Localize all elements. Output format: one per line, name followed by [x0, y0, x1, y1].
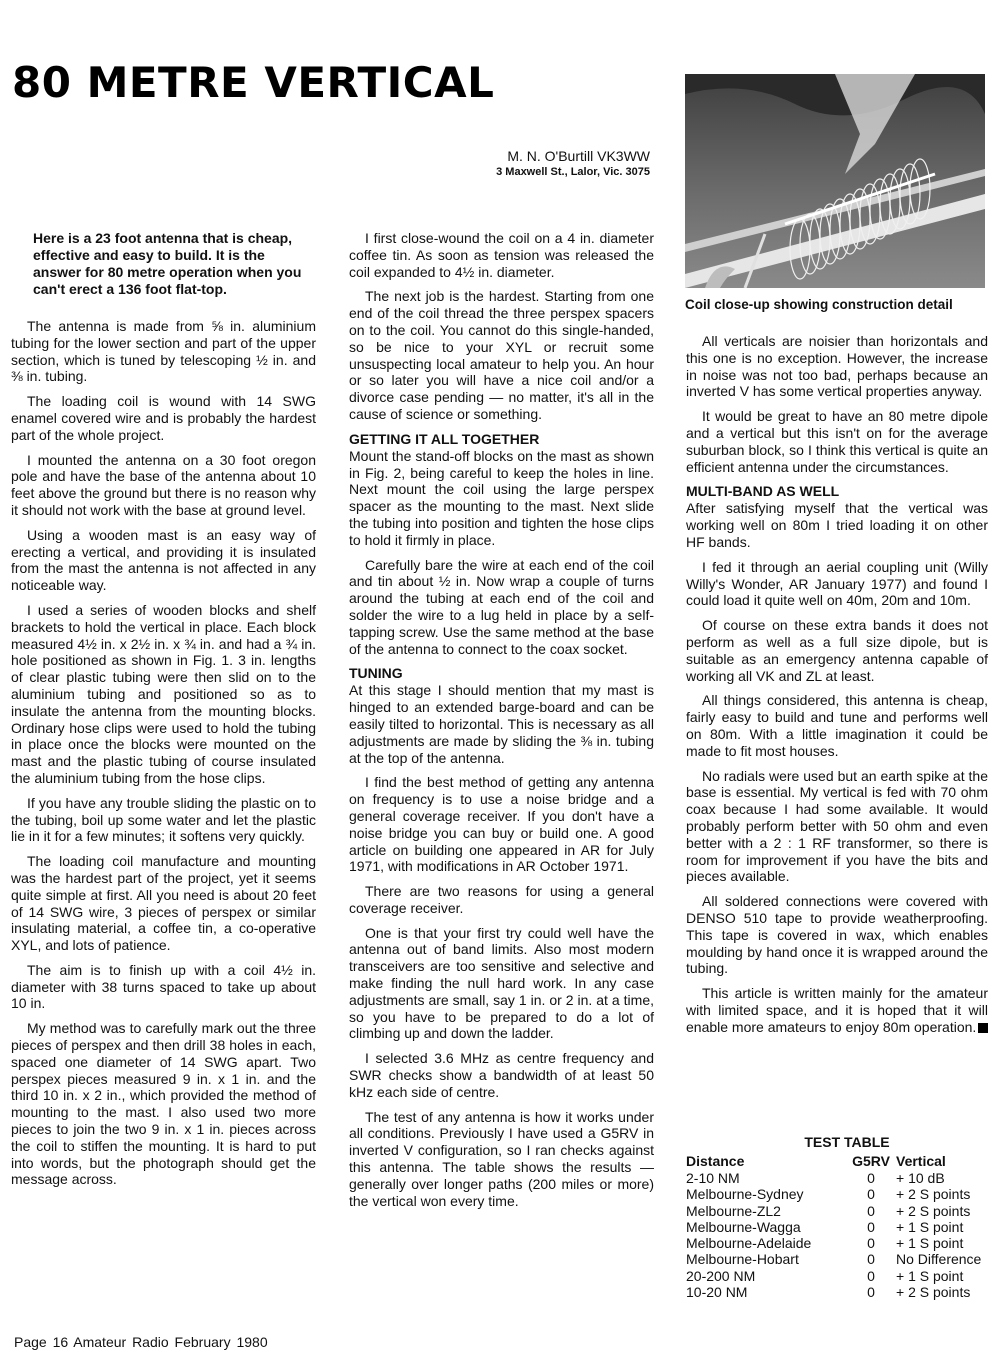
table-cell: 0 — [867, 1170, 875, 1186]
table-cell: + 10 dB — [896, 1170, 945, 1186]
column-header: Vertical — [896, 1153, 946, 1169]
author-name: M. N. O'Burtill VK3WW — [507, 148, 650, 164]
paragraph: The antenna is made from ⅝ in. aluminium tubing for the lower section and part of the upper section, which is tuned by telescoping ½ in. and ⅜ in. tubing. — [11, 318, 316, 385]
paragraph: Mount the stand-off blocks on the mast as shown in Fig. 2, being careful to keep the holes in line. Next mount the coil using the large perspex spacer as the mounting to the mast. Next slide the tubing into position and tighten the hose clips to hold it firmly in place. — [349, 447, 654, 548]
paragraph: I mounted the antenna on a 30 foot oregon pole and have the base of the antenna about 10 feet above the ground but there is no reason why it should not work with the base at ground level. — [11, 451, 316, 518]
table-row — [686, 1203, 988, 1219]
table-cell: 0 — [867, 1202, 875, 1219]
table-cell: 0 — [867, 1267, 875, 1284]
column-1 — [11, 230, 316, 1196]
table-row — [686, 1219, 988, 1235]
coil-photo-image — [685, 74, 985, 288]
paragraph: There are two reasons for using a general coverage receiver. — [349, 883, 654, 916]
paragraph: Using a wooden mast is an easy way of erecting a vertical, and providing it is insulated from the mast the antenna is not affected in any noticeable way. — [11, 526, 316, 594]
table-cell: No Difference — [896, 1251, 982, 1268]
paragraph: I used a series of wooden blocks and shelf brackets to hold the vertical in place. Each block measured 4½ in. x 2½ in. x ¾ in. and had a ¾ in. hole positioned as shown in Fig. 1. 3 in. lengths of clear plastic tubing were then slid on to the aluminium tubing and positioned so as to insulate the antenna from the mounting blocks. Ordinary hose clips were used to hold the tubing in place once the blocks were mounted on the mast and the plastic tubing of course insulated the aluminium tubing from the hose clips. — [11, 601, 316, 786]
paragraph: All things considered, this antenna is cheap, fairly easy to build and tune and performs well on 80m. With a little imagination it could be made to fit most houses. — [686, 692, 988, 759]
section-heading-tuning: TUNING — [349, 665, 403, 682]
author-address: 3 Maxwell St., Lalor, Vic. 3075 — [496, 165, 650, 178]
table-row — [686, 1235, 988, 1251]
final-paragraph-text: This article is written mainly for the amateur with limited space, and it is hoped that it will enable more amateurs to enjoy 80m operation. — [686, 985, 988, 1035]
paragraph: My method was to carefully mark out the three pieces of perspex and then drill 38 holes in each, spaced one diameter of 14 SWG apart. Two perspex pieces measured 9 in. x 1 in. and the third 10 in. x 2 in., which provided the method of mounting to the mast. I also used two more pieces to join the two 9 in. x 1 in. pieces across the coil to stiffen the mounting. It is hard to put into words, but the photograph should get the message across. — [11, 1020, 316, 1188]
end-mark-icon — [978, 1023, 988, 1033]
table-cell: + 2 S points — [896, 1202, 971, 1219]
coil-photo — [685, 74, 985, 288]
table-cell: Melbourne-Wagga — [686, 1218, 801, 1235]
paragraph: If you have any trouble sliding the plastic on to the tubing, boil up some water and let the plastic lie in it for a few minutes; it softens very quickly. — [11, 794, 316, 845]
paragraph: One is that your first try could well have the antenna out of band limits. Also most modern transceivers are too sensitive and selective and make finding the null hard work. In any case adjustments are small, say 1 in. or 2 in. at a time, so you have to be prepared to do a lot of climbing up and down the ladder. — [349, 924, 654, 1042]
table-cell: 0 — [867, 1186, 875, 1203]
column-header: Distance — [686, 1153, 745, 1169]
photo-caption: Coil close-up showing construction detail — [685, 297, 953, 312]
column-3 — [686, 333, 988, 1043]
table-cell: 2-10 NM — [686, 1170, 740, 1186]
paragraph: All verticals are noisier than horizontals and this one is no exception. However, the increase in noise was not too bad, perhaps because an inverted V has some vertical properties anyway. — [686, 333, 988, 400]
table-cell: Melbourne-Adelaide — [686, 1235, 812, 1252]
paragraph: It would be great to have an 80 metre dipole and a vertical but this isn't on for the average suburban block, so I think this vertical is quite an efficient antenna under the circumstances. — [686, 408, 988, 475]
table-row — [686, 1284, 988, 1300]
paragraph: Carefully bare the wire at each end of the coil and tin about ½ in. Now wrap a couple of turns around the tubing at each end of the coil and solder the wire to a lug held in place by a self-tapping screw. Use the same method at the base of the antenna to connect to the coax socket. — [349, 556, 654, 657]
table-row — [686, 1186, 988, 1202]
section-heading-getting-it-all-together: GETTING IT ALL TOGETHER — [349, 430, 540, 447]
paragraph: The aim is to finish up with a coil 4½ in. diameter with 38 turns spaced to take up about 10 in. — [11, 961, 316, 1012]
table-cell: Melbourne-Sydney — [686, 1186, 804, 1203]
paragraph: The test of any antenna is how it works under all conditions. Previously I have used a G5RV in inverted V configuration, so I ran checks against this antenna. The table shows the results — generally over longer paths (200 miles or more) the vertical won every time. — [349, 1108, 654, 1209]
paragraph: After satisfying myself that the vertical was working well on 80m I tried loading it on other HF bands. — [686, 500, 988, 550]
paragraph: The loading coil is wound with 14 SWG enamel covered wire and is probably the hardest part of the whole project. — [11, 393, 316, 443]
paragraph: Of course on these extra bands it does not perform as well as a full size dipole, but is suitable as an emergency antenna capable of working all VK and ZL at least. — [686, 617, 988, 684]
table-cell: 10-20 NM — [686, 1284, 748, 1301]
section-heading-multi-band: MULTI-BAND AS WELL — [686, 483, 840, 500]
intro-blurb: Here is a 23 foot antenna that is cheap, effective and easy to build. It is the answer for 80 metre operation when you can't erect a 136 foot flat-top. — [33, 230, 302, 297]
column-2 — [349, 230, 654, 1217]
table-row — [686, 1251, 988, 1267]
test-table-title: TEST TABLE — [804, 1134, 890, 1150]
paragraph: All soldered connections were covered with DENSO 510 tape to provide weatherproofing. This tape is covered in wax, which enables moulding by hand once it is wrapped around the tubing. — [686, 893, 988, 977]
paragraph-final — [686, 985, 988, 1035]
article-title: 80 METRE VERTICAL — [12, 58, 495, 107]
table-cell: + 1 S point — [896, 1235, 964, 1252]
table-row — [686, 1170, 988, 1186]
paragraph: I first close-wound the coil on a 4 in. diameter coffee tin. As soon as tension was released the coil expanded to 4½ in. diameter. — [349, 230, 654, 280]
table-header-row — [686, 1153, 988, 1170]
table-cell: + 2 S points — [896, 1284, 971, 1301]
table-cell: 0 — [867, 1251, 875, 1268]
table-cell: + 2 S points — [896, 1186, 971, 1203]
paragraph: I fed it through an aerial coupling unit (Willy Willy's Wonder, AR January 1977) and found I could load it quite well on 40m, 20m and 10m. — [686, 558, 988, 609]
byline — [360, 148, 650, 179]
table-cell: + 1 S point — [896, 1218, 964, 1235]
column-header: G5RV — [852, 1153, 890, 1169]
paragraph: At this stage I should mention that my mast is hinged to an extended barge-board and can be easily tilted to horizontal. This is necessary as all adjustments are made by sliding the ⅜ in. tubing at the top of the antenna. — [349, 682, 654, 766]
table-row — [686, 1268, 988, 1284]
paragraph: I selected 3.6 MHz as centre frequency and SWR checks show a bandwidth of at least 50 kHz each side of centre. — [349, 1050, 654, 1100]
page-footer: Page 16 Amateur Radio February 1980 — [14, 1334, 268, 1350]
table-cell: Melbourne-ZL2 — [686, 1202, 781, 1219]
table-cell: 0 — [867, 1218, 875, 1235]
table-cell: Melbourne-Hobart — [686, 1251, 799, 1268]
test-table — [686, 1134, 988, 1300]
table-cell: 0 — [867, 1284, 875, 1301]
paragraph: No radials were used but an earth spike at the base is essential. My vertical is fed with 70 ohm coax because I had some available. It would probably perform better with 50 ohm and even better with a 2 : 1 RF transformer, so there is room for improvement if you have the bits and pieces available. — [686, 767, 988, 885]
table-cell: + 1 S point — [896, 1267, 964, 1284]
paragraph: The loading coil manufacture and mounting was the hardest part of the project, yet it seems quite simple at first. All you need is about 20 feet of 14 SWG wire, 3 pieces of perspex or similar insulating material, a coffee tin, a co-operative XYL, and lots of patience. — [11, 853, 316, 954]
table-cell: 0 — [867, 1235, 875, 1252]
paragraph: I find the best method of getting any antenna on frequency is to use a noise bridge and a general coverage receiver. If you don't have a noise bridge you can buy or build one. A good article on building one appeared in AR for July 1971, with modifications in AR October 1971. — [349, 774, 654, 875]
table-cell: 20-200 NM — [686, 1267, 756, 1284]
paragraph: The next job is the hardest. Starting from one end of the coil thread the three perspex spacers on to the coil. You cannot do this single-handed, so be nice to your XYL or recruit some unsuspecting local amateur to help you. An hour or so later you will have a nice coil and/or a divorce case pending — no matter, it's all in the cause of science or something. — [349, 288, 654, 422]
test-table-grid — [686, 1153, 988, 1300]
